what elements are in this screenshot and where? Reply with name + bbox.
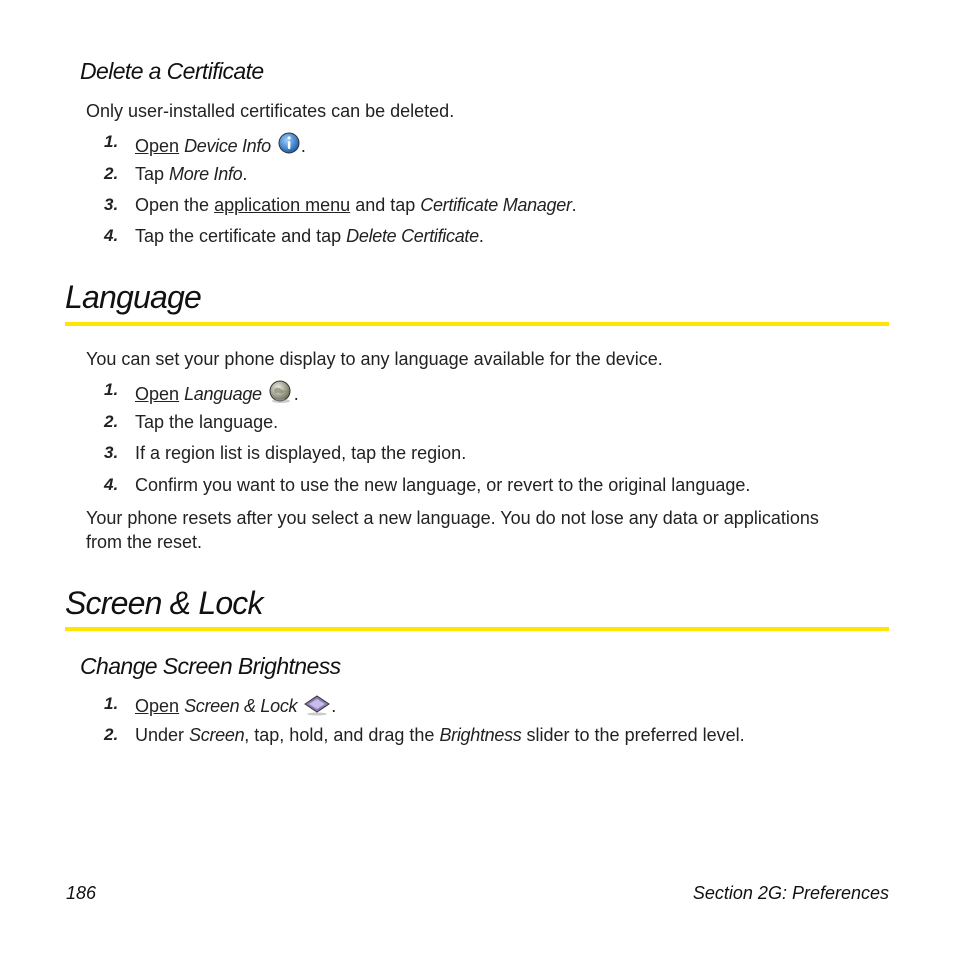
- section-label: Section 2G: Preferences: [692, 883, 889, 903]
- delete-certificate-label: Delete Certificate: [346, 226, 479, 246]
- section-heading-language: Language: [65, 279, 201, 315]
- cert-intro: Only user-installed certificates can be deleted.: [86, 101, 455, 121]
- step-text: , tap, hold, and drag the: [244, 725, 435, 745]
- punct: .: [571, 195, 577, 215]
- punct: .: [242, 164, 248, 184]
- step-number: 4.: [104, 226, 119, 245]
- globe-icon: [268, 380, 294, 409]
- step-text: If a region list is displayed, tap the region.: [135, 443, 467, 463]
- open-link[interactable]: Open: [135, 136, 180, 156]
- step-text: Tap: [135, 164, 165, 184]
- list-item: [0, 412, 954, 436]
- step-text: Tap the certificate and tap: [135, 226, 342, 246]
- step-number: 3.: [104, 195, 119, 214]
- info-icon: [277, 132, 301, 161]
- list-item: [0, 725, 954, 749]
- language-note-line-2: from the reset.: [86, 532, 203, 552]
- step-number: 3.: [104, 443, 119, 462]
- step-text: and tap: [355, 195, 416, 215]
- step-text: Under: [135, 725, 185, 745]
- brightness-label: Brightness: [439, 725, 522, 745]
- list-item: [0, 195, 954, 219]
- list-item: [0, 694, 954, 718]
- language-note-line-1: Your phone resets after you select a new language. You do not lose any data or applications: [86, 508, 819, 528]
- step-text: Confirm you want to use the new language, or revert to the original language.: [135, 475, 751, 495]
- step-number: 2.: [104, 412, 119, 431]
- open-link[interactable]: Open: [135, 384, 180, 404]
- heading-rule: [65, 322, 889, 326]
- page-number: 186: [66, 883, 97, 903]
- screen-label: Screen: [189, 725, 245, 745]
- language-label: Language: [184, 384, 262, 404]
- step-text: Open the: [135, 195, 210, 215]
- list-item: [0, 380, 954, 404]
- heading-rule: [65, 627, 889, 631]
- punct: .: [331, 696, 337, 716]
- punct: .: [300, 136, 306, 156]
- screen-lock-icon: [303, 694, 331, 721]
- step-number: 1.: [104, 132, 119, 151]
- device-info-label: Device Info: [184, 136, 271, 156]
- certificate-manager-label: Certificate Manager: [420, 195, 572, 215]
- step-number: 2.: [104, 725, 119, 744]
- section-heading-screen-lock: Screen & Lock: [65, 585, 263, 621]
- more-info-label: More Info: [169, 164, 243, 184]
- step-number: 4.: [104, 475, 119, 494]
- section-heading-delete-certificate: Delete a Certificate: [80, 58, 264, 84]
- open-link[interactable]: Open: [135, 696, 180, 716]
- screen-lock-label: Screen & Lock: [184, 696, 298, 716]
- application-menu-link[interactable]: application menu: [214, 195, 351, 215]
- language-intro: You can set your phone display to any language available for the device.: [86, 349, 663, 369]
- list-item: [0, 132, 954, 156]
- list-item: [0, 443, 954, 467]
- list-item: [0, 226, 954, 250]
- punct: .: [478, 226, 484, 246]
- step-number: 2.: [104, 164, 119, 183]
- list-item: [0, 164, 954, 188]
- subheading-change-brightness: Change Screen Brightness: [80, 653, 341, 679]
- punct: .: [293, 384, 299, 404]
- step-text: Tap the language.: [135, 412, 279, 432]
- list-item: [0, 475, 954, 499]
- step-number: 1.: [104, 380, 119, 399]
- step-text: slider to the preferred level.: [526, 725, 745, 745]
- step-number: 1.: [104, 694, 119, 713]
